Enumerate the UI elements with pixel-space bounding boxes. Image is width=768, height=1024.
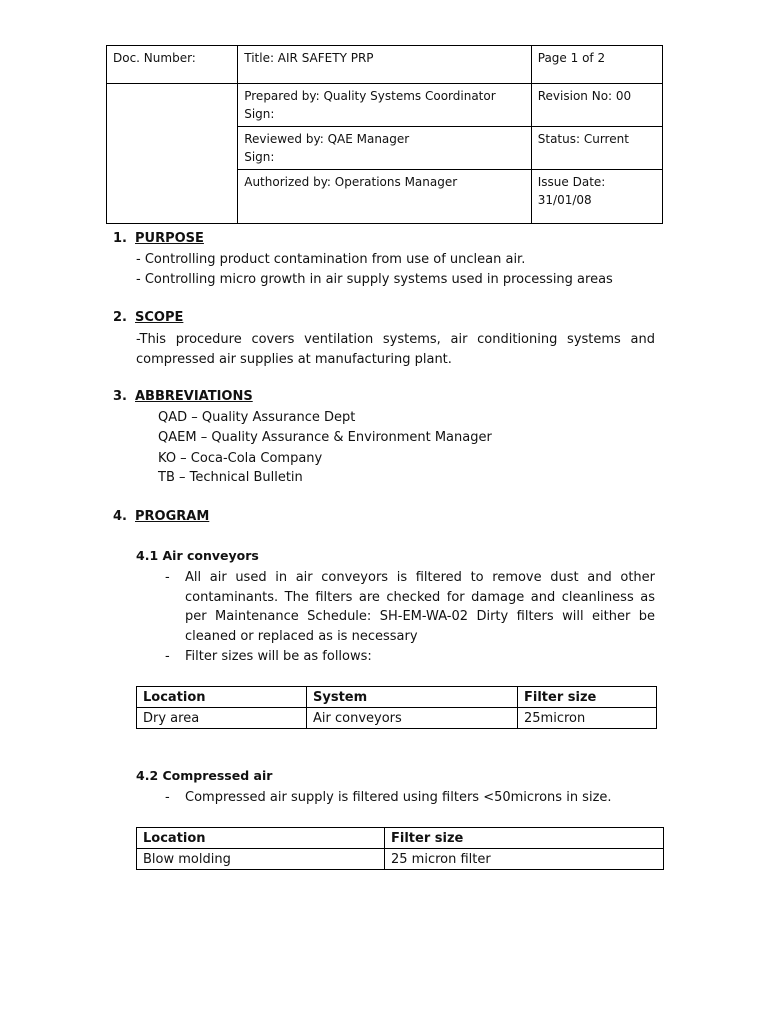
doc-number-label: Doc. Number: [113,51,196,65]
table-header-cell: System [307,687,518,708]
bullet-item [165,647,655,667]
air-conveyors-heading: 4.1 Air conveyors [136,548,259,563]
bullet-item [165,568,655,647]
table-header-cell: Location [137,687,307,708]
purpose-line: - Controlling product contamination from use of unclean air. [136,252,526,267]
abbreviation-item: QAEM – Quality Assurance & Environment Manager [158,430,492,445]
blank-cell [107,84,238,224]
page-cell [531,46,662,84]
scope-text: -This procedure covers ventilation systems, air conditioning systems and compressed air supplies at manufacturing plant. [136,332,655,367]
section-title: ABBREVIATIONS [135,389,253,404]
purpose-line: - Controlling micro growth in air supply systems used in processing areas [136,272,613,287]
prepared-by: Prepared by: Quality Systems Coordinator [244,89,496,103]
table-header-cell: Filter size [518,687,657,708]
prepared-cell [238,84,532,127]
program-heading [113,509,209,524]
doc-title: Title: AIR SAFETY PRP [244,51,374,65]
section-number: 1. [113,231,127,246]
table-cell: Blow molding [137,849,385,870]
purpose-heading [113,231,204,246]
table-row [137,849,664,870]
table-cell: 25micron [518,708,657,729]
bullet-item [165,788,655,808]
status: Status: Current [537,132,629,146]
bullet-text: All air used in air conveyors is filtered to remove dust and other contaminants. The filters are checked for damage and cleanliness as per Maintenance Schedule: SH-EM-WA-02 Dirty filters will either be cleaned or replaced as is necessary [185,570,655,645]
table-header-cell: Filter size [385,828,664,849]
section-number: 4. [113,509,127,524]
section-number: 3. [113,389,127,404]
air-conveyors-filter-table [136,686,657,729]
table-row [137,708,657,729]
table-header-cell: Location [137,828,385,849]
revision-cell [531,84,662,127]
prepared-sign: Sign: [244,107,275,121]
issue-date-value: 31/01/08 [537,193,592,207]
status-cell [531,127,662,170]
compressed-air-filter-table [136,827,664,870]
reviewed-sign: Sign: [244,150,275,164]
dash-bullet: - [165,790,170,805]
authorized-by: Authorized by: Operations Manager [244,175,458,189]
bullet-text: Filter sizes will be as follows: [185,649,372,664]
dash-bullet: - [165,570,170,585]
reviewed-by: Reviewed by: QAE Manager [244,132,410,146]
doc-number-cell [107,46,238,84]
reviewed-cell [238,127,532,170]
authorized-cell [238,170,532,224]
table-cell: Dry area [137,708,307,729]
section-title: PURPOSE [135,231,204,246]
title-cell [238,46,532,84]
page-number: Page 1 of 2 [537,51,606,65]
revision-number: Revision No: 00 [537,89,632,103]
abbreviation-item: QAD – Quality Assurance Dept [158,410,356,425]
document-header-table [106,45,663,224]
abbreviation-item: TB – Technical Bulletin [158,470,303,485]
table-cell: 25 micron filter [385,849,664,870]
section-number: 2. [113,310,127,325]
scope-heading [113,310,183,325]
section-title: SCOPE [135,310,184,325]
bullet-text: Compressed air supply is filtered using filters <50microns in size. [185,790,612,805]
table-cell: Air conveyors [307,708,518,729]
issue-date-label: Issue Date: [537,175,606,189]
compressed-air-heading: 4.2 Compressed air [136,768,273,783]
section-title: PROGRAM [135,509,210,524]
dash-bullet: - [165,649,170,664]
table-header-row [137,687,657,708]
abbreviation-item: KO – Coca-Cola Company [158,451,323,466]
abbreviations-heading [113,389,253,404]
issue-date-cell [531,170,662,224]
table-header-row [137,828,664,849]
